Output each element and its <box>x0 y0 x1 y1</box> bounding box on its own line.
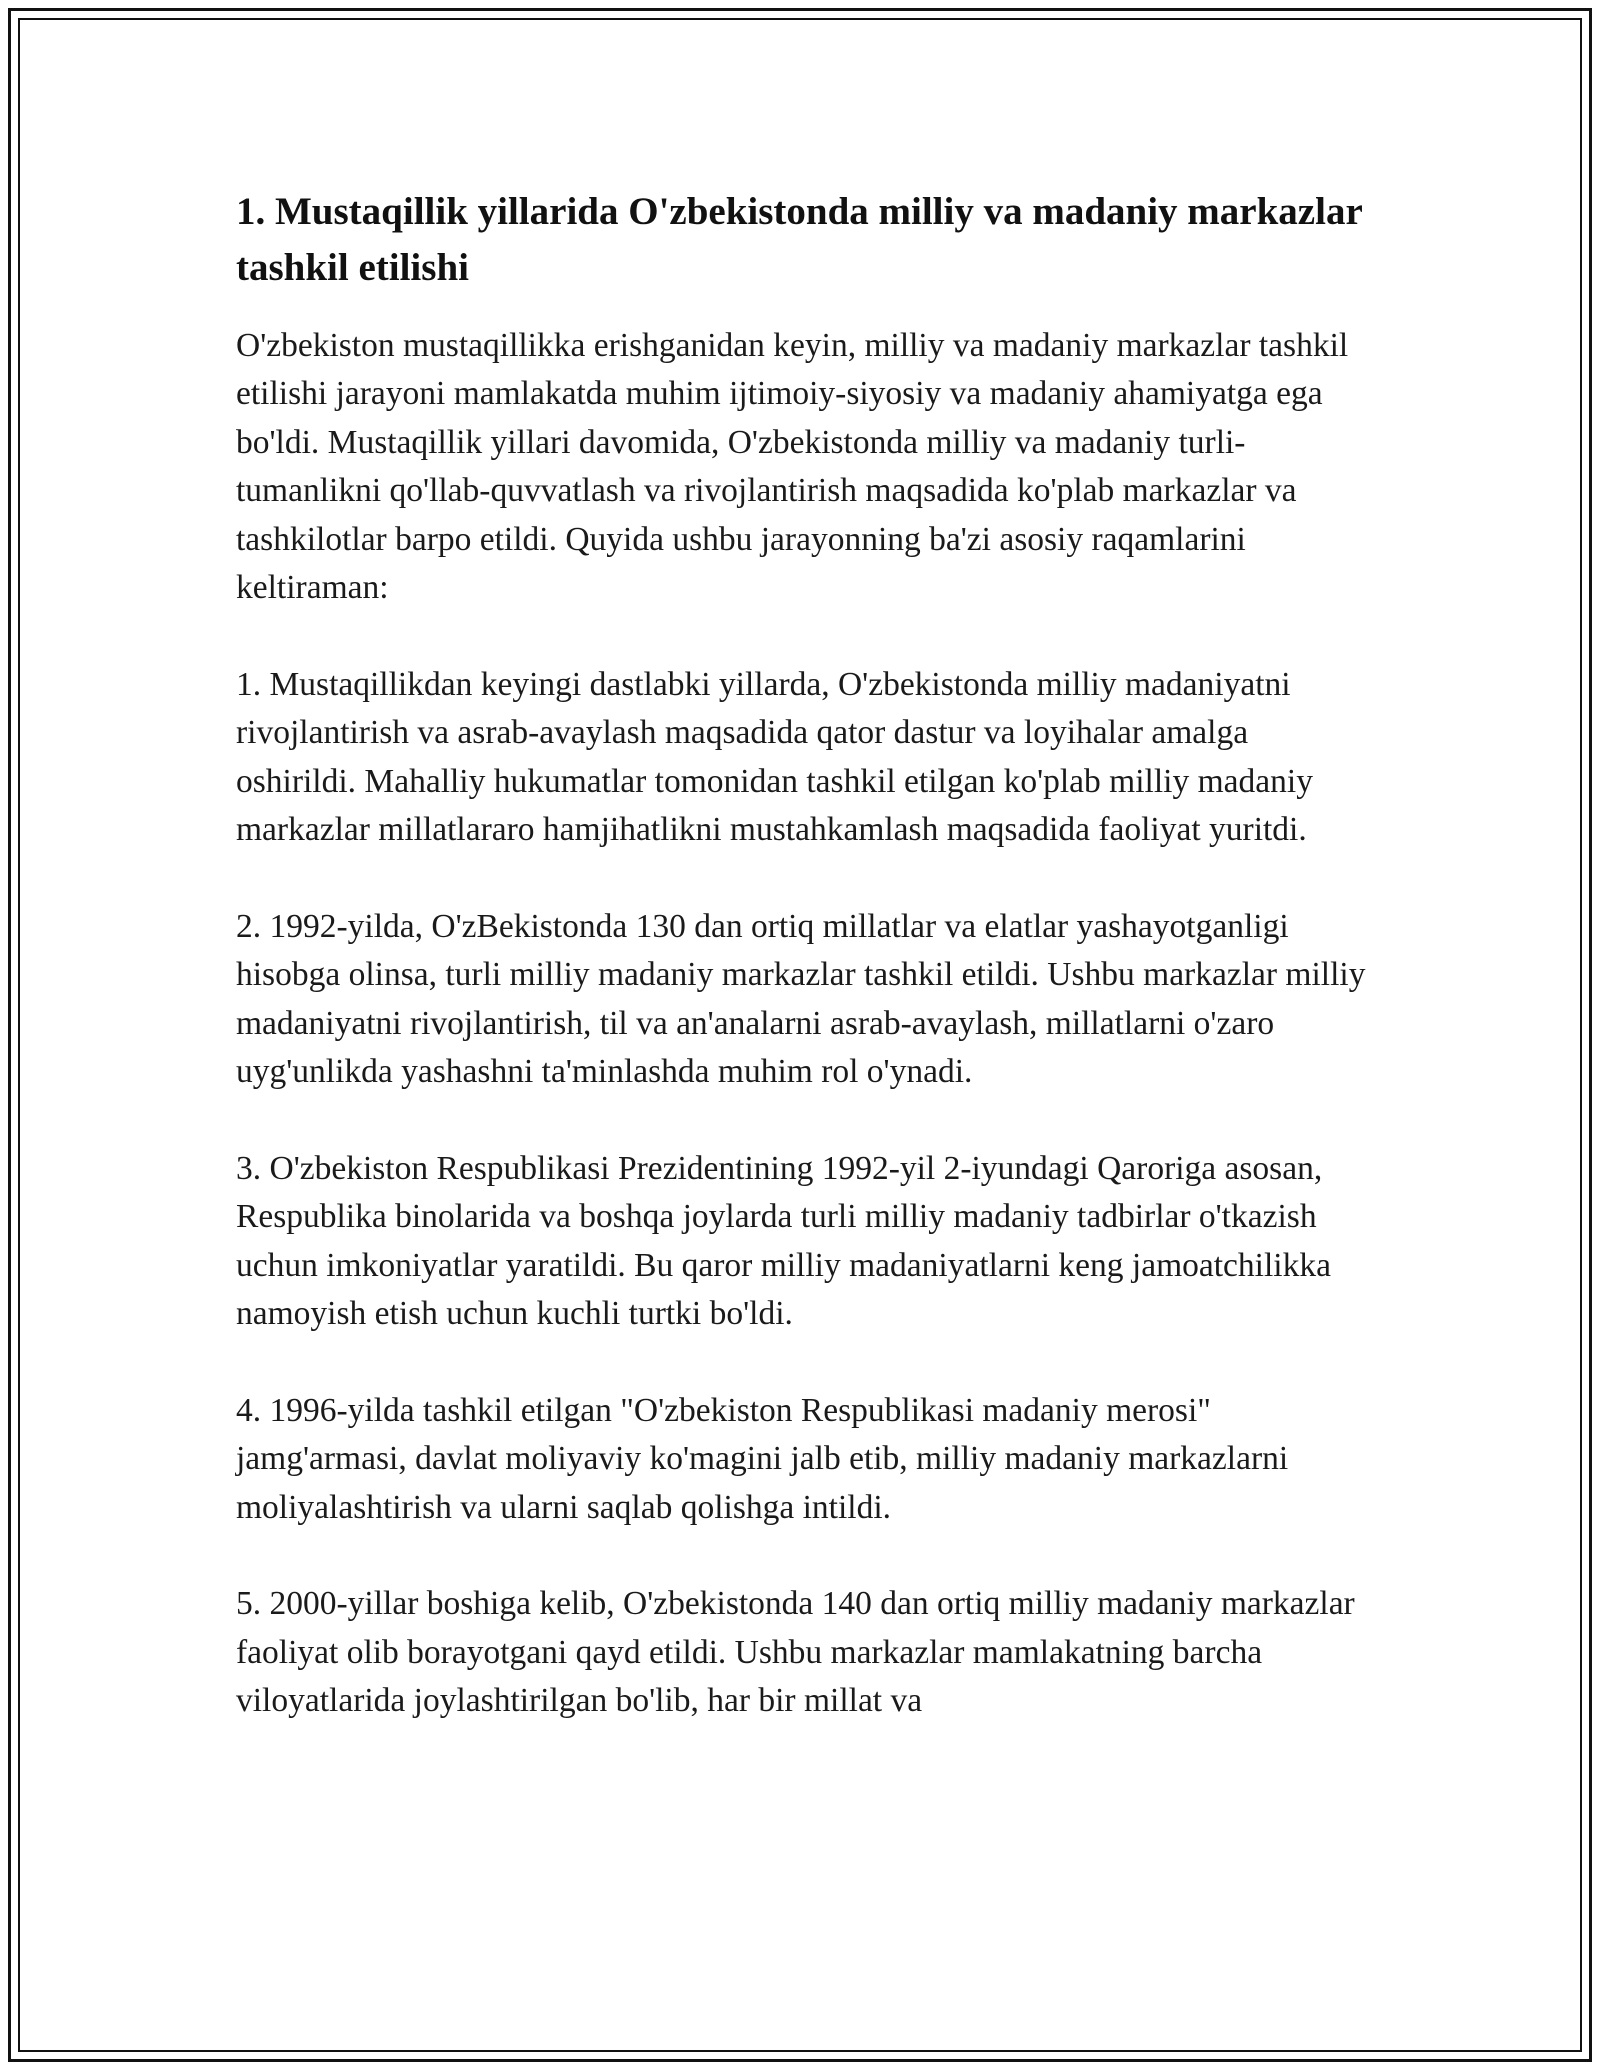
list-item-2: 2. 1992-yilda, O'zBekistonda 130 dan ortiq millatlar va elatlar yashayotganligi hisobga olinsa, turli milliy madaniy markazlar tashkil etildi. Ushbu markazlar milliy madaniyatni rivojlantirish, til va an'analarni asrab-avaylash, millatlarni o'zaro uyg'unlikda yashashni ta'minlashda muhim rol o'ynadi. <box>236 907 1366 1091</box>
document-body <box>236 184 1370 1774</box>
list-item-1: 1. Mustaqillikdan keyingi dastlabki yillarda, O'zbekistonda milliy madaniyatni rivojlantirish va asrab-avaylash maqsadida qator dastur va loyihalar amalga oshirildi. Mahalliy hukumatlar tomonidan tashkil etilgan ko'plab milliy madaniy markazlar millatlararo hamjihatlikni mustahkamlash maqsadida faoliyat yuritdi. <box>236 665 1313 849</box>
list-item-5: 5. 2000-yillar boshiga kelib, O'zbekistonda 140 dan ortiq milliy madaniy markazlar faoliyat olib borayotgani qayd etildi. Ushbu markazlar mamlakatning barcha viloyatlarida joylashtirilgan bo'lib, har bir millat va <box>236 1585 1355 1720</box>
list-item-4: 4. 1996-yilda tashkil etilgan "O'zbekiston Respublikasi madaniy merosi" jamg'armasi, davlat moliyaviy ko'magini jalb etib, milliy madaniy markazlarni moliyalashtirish va ularni saqlab qolishga intildi. <box>236 1391 1289 1526</box>
document-title: 1. Mustaqillik yillarida O'zbekistonda milliy va madaniy markazlar tashkil etilishi <box>236 190 1363 289</box>
list-item-3: 3. O'zbekiston Respublikasi Prezidentining 1992-yil 2-iyundagi Qaroriga asosan, Respublika binolarida va boshqa joylarda turli milliy madaniy tadbirlar o'tkazish uchun imkoniyatlar yaratildi. Bu qaror milliy madaniyatlarni keng jamoatchilikka namoyish etish uchun kuchli turtki bo'ldi. <box>236 1149 1331 1333</box>
intro-paragraph: O'zbekiston mustaqillikka erishganidan keyin, milliy va madaniy markazlar tashkil etilishi jarayoni mamlakatda muhim ijtimoiy-siyosiy va madaniy ahamiyatga ega bo'ldi. Mustaqillik yillari davomida, O'zbekistonda milliy va madaniy turli-tumanlikni qo'llab-quvvatlash va rivojlantirish maqsadida ko'plab markazlar va tashkilotlar barpo etildi. Quyida ushbu jarayonning ba'zi asosiy raqamlarini keltiraman: <box>236 327 1349 607</box>
